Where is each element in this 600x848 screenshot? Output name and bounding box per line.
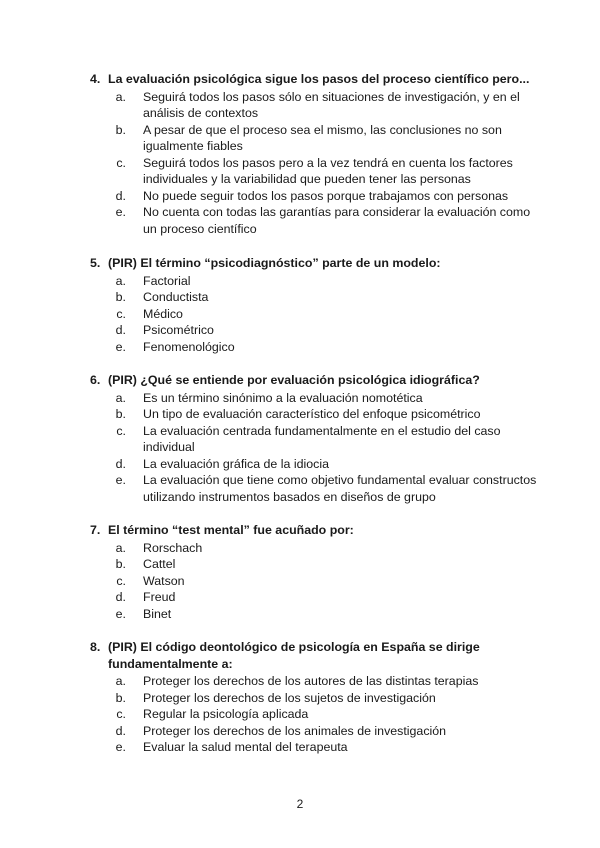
option-d (90, 456, 540, 473)
option-text: La evaluación que tiene como objetivo fundamental evaluar constructos utilizando instrumentos basados en diseños de grupo (143, 473, 537, 504)
option-b (90, 289, 540, 306)
question-7 (90, 522, 540, 622)
option-e (90, 204, 540, 237)
option-text: Seguirá todos los pasos sólo en situaciones de investigación, y en el análisis de contextos (143, 89, 520, 120)
option-text: La evaluación centrada fundamentalmente en el estudio del caso individual (143, 423, 501, 454)
option-c (90, 155, 540, 188)
option-d (90, 188, 540, 205)
option-text: Binet (143, 606, 172, 621)
option-letter: a. (115, 390, 126, 405)
option-text: Fenomenológico (143, 339, 235, 354)
option-text: Proteger los derechos de los animales de investigación (143, 723, 447, 738)
question-4 (90, 71, 540, 237)
option-letter: d. (115, 456, 126, 471)
option-text: Proteger los derechos de los autores de las distintas terapias (143, 674, 479, 688)
option-b (90, 406, 540, 423)
option-c (90, 306, 540, 323)
option-text: No cuenta con todas las garantías para considerar la evaluación como un proceso científico (143, 205, 531, 236)
question-number: 4. (90, 72, 101, 86)
option-text: Cattel (143, 557, 176, 571)
option-text: Proteger los derechos de los sujetos de investigación (143, 690, 436, 705)
page-number: 2 (296, 797, 304, 811)
option-letter: d. (115, 188, 126, 203)
option-letter: e. (115, 606, 126, 621)
question-number: 6. (90, 373, 101, 387)
option-a (90, 673, 540, 690)
option-d (90, 723, 540, 740)
option-letter: e. (115, 740, 126, 754)
options-list (90, 540, 540, 623)
option-text: Médico (143, 306, 183, 321)
option-text: Seguirá todos los pasos pero a la vez tendrá en cuenta los factores individuales y la variabilidad que pueden tener las personas (143, 155, 513, 186)
option-text: La evaluación gráfica de la idiocia (143, 456, 329, 471)
option-text: Psicométrico (143, 323, 214, 337)
option-c (90, 423, 540, 456)
option-text: Watson (143, 573, 185, 588)
question-header (90, 522, 540, 539)
option-c (90, 706, 540, 723)
option-letter: a. (115, 89, 126, 104)
option-a (90, 390, 540, 407)
question-header (90, 71, 540, 88)
option-text: Freud (143, 590, 176, 604)
option-text: Un tipo de evaluación característico del enfoque psicométrico (143, 407, 481, 421)
option-letter: c. (116, 707, 126, 721)
question-header (90, 372, 540, 389)
option-letter: d. (115, 323, 126, 337)
option-letter: a. (115, 273, 126, 288)
option-letter: e. (115, 339, 126, 354)
option-e (90, 472, 540, 505)
question-text: El término “test mental” fue acuñado por: (108, 523, 354, 537)
options-list (90, 390, 540, 506)
question-number: 7. (90, 523, 101, 537)
option-letter: c. (116, 573, 126, 588)
option-text: No puede seguir todos los pasos porque trabajamos con personas (143, 188, 509, 203)
option-text: A pesar de que el proceso sea el mismo, las conclusiones no son igualmente fiables (143, 122, 502, 153)
option-text: Regular la psicología aplicada (143, 707, 309, 721)
option-letter: b. (115, 557, 126, 571)
option-e (90, 339, 540, 356)
question-header (90, 255, 540, 272)
option-text: Rorschach (143, 540, 203, 555)
option-letter: b. (115, 122, 126, 137)
option-c (90, 573, 540, 590)
option-text: Factorial (143, 273, 191, 288)
option-d (90, 589, 540, 606)
option-letter: b. (115, 290, 126, 304)
option-letter: d. (115, 723, 126, 738)
option-letter: c. (116, 423, 126, 438)
options-list (90, 273, 540, 356)
question-8 (90, 639, 540, 756)
option-letter: d. (115, 590, 126, 604)
question-header (90, 639, 540, 672)
question-6 (90, 372, 540, 505)
option-d (90, 322, 540, 339)
option-letter: a. (115, 674, 126, 688)
option-e (90, 606, 540, 623)
option-letter: b. (115, 407, 126, 421)
options-list (90, 89, 540, 238)
question-text: La evaluación psicológica sigue los pasos del proceso científico pero... (108, 72, 530, 86)
option-text: Evaluar la salud mental del terapeuta (143, 740, 348, 754)
option-letter: e. (115, 205, 126, 219)
option-letter: c. (116, 155, 126, 170)
option-b (90, 556, 540, 573)
option-letter: c. (116, 306, 126, 321)
question-text: (PIR) El término “psicodiagnóstico” parte de un modelo: (108, 256, 441, 270)
option-a (90, 273, 540, 290)
option-letter: e. (115, 473, 126, 487)
option-b (90, 122, 540, 155)
options-list (90, 673, 540, 756)
option-b (90, 690, 540, 707)
option-a (90, 89, 540, 122)
option-e (90, 739, 540, 756)
option-letter: b. (115, 690, 126, 705)
option-text: Conductista (143, 290, 209, 304)
question-5 (90, 255, 540, 355)
option-letter: a. (115, 540, 126, 555)
question-text: (PIR) El código deontológico de psicología en España se dirige fundamentalmente a: (108, 640, 480, 671)
question-number: 5. (90, 256, 101, 270)
question-number: 8. (90, 640, 101, 654)
option-a (90, 540, 540, 557)
question-text: (PIR) ¿Qué se entiende por evaluación psicológica idiográfica? (108, 373, 480, 387)
option-text: Es un término sinónimo a la evaluación nomotética (143, 390, 423, 405)
